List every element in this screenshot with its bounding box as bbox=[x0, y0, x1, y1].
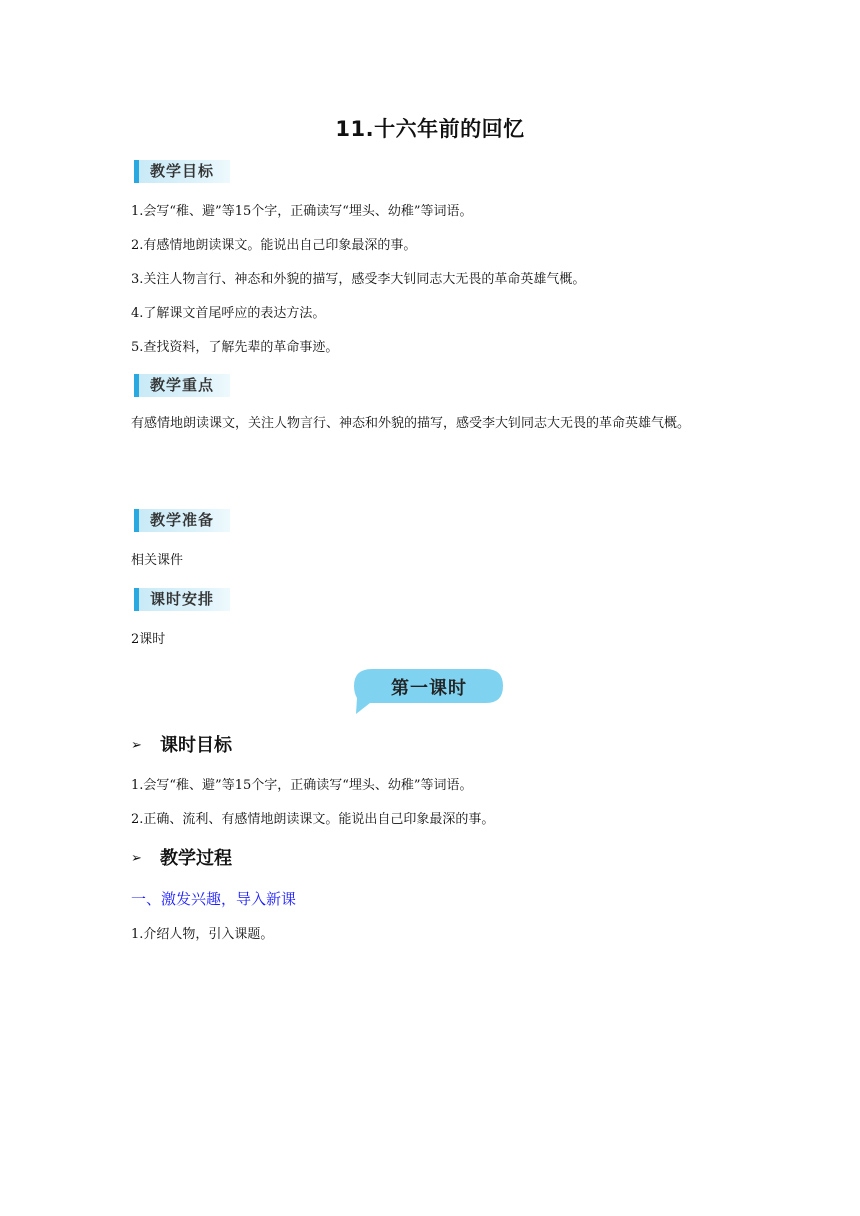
arrow-bullet-icon: ➢ bbox=[131, 738, 142, 753]
key-points-tag: 教学重点 bbox=[134, 374, 230, 397]
step-item: 1.介绍人物，引入课题。 bbox=[131, 927, 274, 942]
step-heading: 一、激发兴趣，导入新课 bbox=[131, 890, 297, 908]
schedule-tag: 课时安排 bbox=[134, 588, 230, 611]
preparation-tag: 教学准备 bbox=[134, 509, 230, 532]
key-points-text: 有感情地朗读课文，关注人物言行、神态和外貌的描写，感受李大钊同志大无畏的革命英雄气概。 bbox=[131, 416, 691, 431]
schedule-text: 2课时 bbox=[131, 632, 166, 647]
lesson-badge-label: 第一课时 bbox=[391, 678, 467, 699]
lesson-goal-item: 1.会写“稚、避”等15个字，正确读写“埋头、幼稚”等词语。 bbox=[131, 778, 473, 793]
objective-item: 3.关注人物言行、神态和外貌的描写，感受李大钊同志大无畏的革命英雄气概。 bbox=[131, 272, 586, 287]
arrow-bullet-icon: ➢ bbox=[131, 851, 142, 866]
objective-item: 5.查找资料，了解先辈的革命事迹。 bbox=[131, 340, 339, 355]
preparation-text: 相关课件 bbox=[131, 553, 184, 568]
objectives-tag: 教学目标 bbox=[134, 160, 230, 183]
objective-item: 1.会写“稚、避”等15个字，正确读写“埋头、幼稚”等词语。 bbox=[131, 204, 473, 219]
objective-item: 2.有感情地朗读课文。能说出自己印象最深的事。 bbox=[131, 238, 417, 253]
objective-item: 4.了解课文首尾呼应的表达方法。 bbox=[131, 306, 326, 321]
page-title: 11.十六年前的回忆 bbox=[335, 117, 525, 141]
lesson-badge bbox=[354, 668, 504, 714]
process-heading bbox=[131, 847, 232, 871]
process-heading-label: 教学过程 bbox=[160, 848, 232, 869]
lesson-goals-heading-label: 课时目标 bbox=[160, 735, 232, 756]
lesson-goal-item: 2.正确、流利、有感情地朗读课文。能说出自己印象最深的事。 bbox=[131, 812, 495, 827]
lesson-goals-heading bbox=[131, 734, 232, 758]
